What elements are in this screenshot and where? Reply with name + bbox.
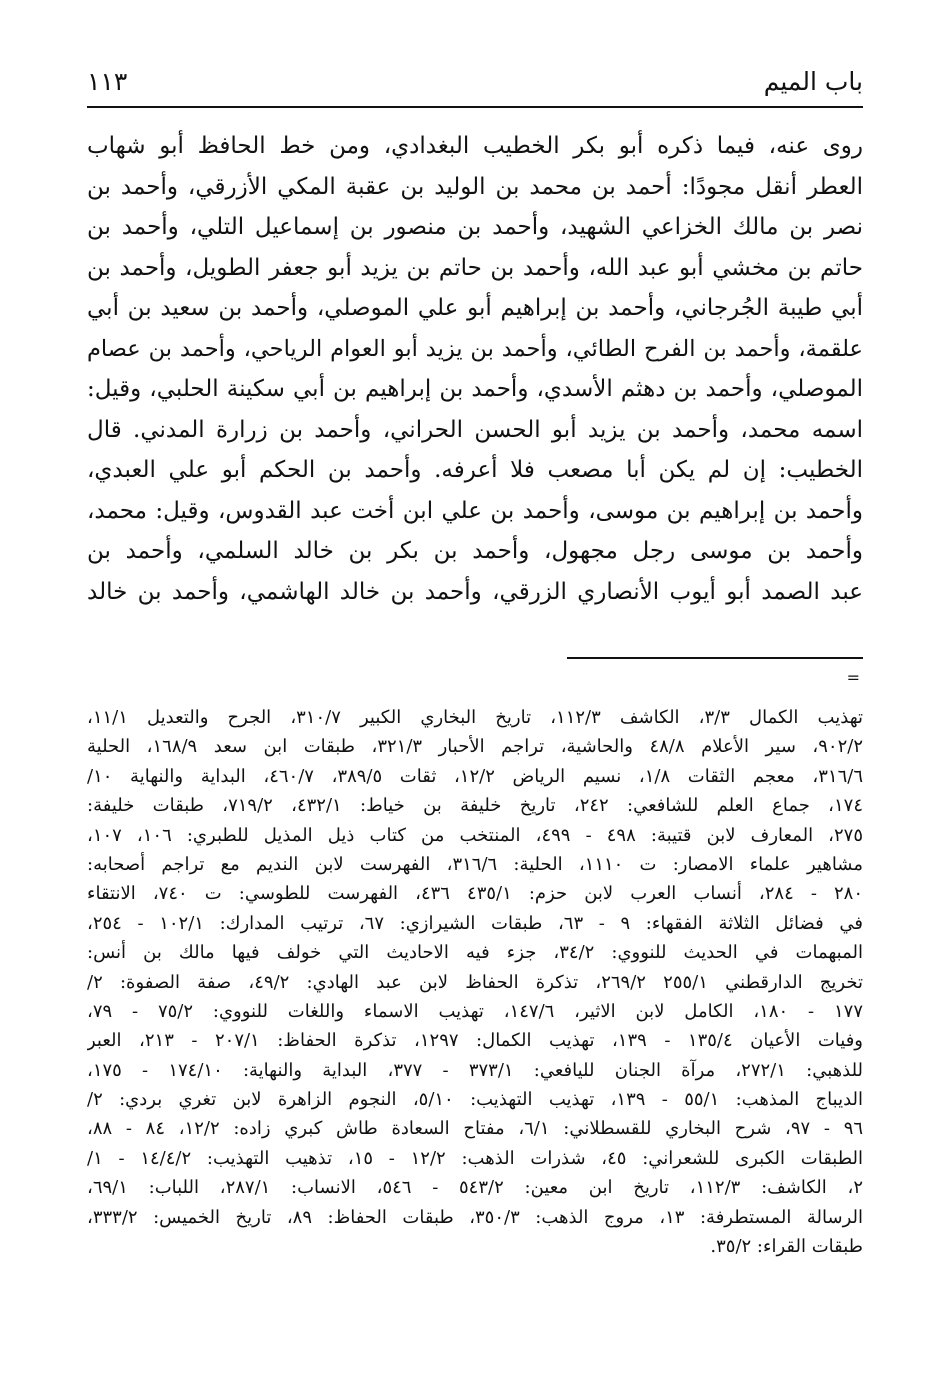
footnote-line: ٣١٦/٦، معجم الثقات ١/٨، نسيم الرياض ١٢/٢، ثقات ٣٨٩/٥، ٤٦٠/٧، البداية والنهاية ١٠/: [87, 765, 863, 787]
footnote-line: ١٧٧ - ١٨٠، الكامل لابن الاثير، ١٤٧/٦، تهذيب الاسماء واللغات للنووي: ٧٥/٢ - ٧٩،: [87, 1000, 863, 1022]
text-line: وأحمد بن إبراهيم بن موسى، وأحمد بن علي ابن أخت عبد القدوس، وقيل: محمد،: [87, 497, 863, 524]
header-rule: [87, 106, 863, 108]
footnote-line: الرسالة المستطرفة: ١٣، مروج الذهب: ٣٥٠/٣، طبقات الحفاظ: ٨٩، تاريخ الخميس: ٣٣٣/٢،: [87, 1206, 863, 1228]
footnote-line: الديباج المذهب: ٥٥/١ - ١٣٩، تهذيب التهذيب: ٥/١٠، النجوم الزاهرة لابن تغري بردي: ٢/: [87, 1089, 863, 1111]
text-line: الخطيب: إن لم يكن أبا مصعب فلا أعرفه. وأحمد بن الحكم أبو علي العبدي،: [87, 457, 863, 483]
footnotes: [87, 703, 863, 1261]
footnote-line: مشاهير علماء الامصار: ت ١١١٠، الحلية: ٣١٦/٦، الفهرست لابن النديم مع تراجم أصحابه:: [87, 853, 863, 875]
text-line: العطر أنقل مجودًا: أحمد بن محمد بن الوليد بن عقبة المكي الأزرقي، وأحمد بن: [87, 173, 863, 200]
footnote-line: وفيات الأعيان ١٣٥/٤ - ١٣٩، تهذيب الكمال: ١٢٩٧، تذكرة الحفاظ: ٢٠٧/١ - ٢١٣، العبر: [87, 1030, 863, 1052]
text-line: عبد الصمد أبو أيوب الأنصاري الزرقي، وأحمد بن خالد الهاشمي، وأحمد بن خالد: [87, 578, 863, 605]
main-text: [87, 126, 863, 612]
footnote-continuation-marker: =: [846, 668, 860, 687]
text-line: الموصلي، وأحمد بن دهثم الأسدي، وأحمد بن إبراهيم بن أبي سكينة الحلبي، وقيل:: [87, 376, 863, 402]
footnote-line: في فضائل الثلاثة الفقهاء: ٩ - ٦٣، طبقات الشيرازي: ٦٧، ترتيب المدارك: ١٠٢/١ - ٢٥٤،: [87, 912, 863, 934]
footnote-line: الطبقات الكبرى للشعراني: ٤٥، شذرات الذهب: ١٢/٢ - ١٥، تذهيب التهذيب: ١٤/٤/٢ - ١/: [87, 1147, 863, 1169]
footnote-line: للذهبي: ٢٧٢/١، مرآة الجنان لليافعي: ٣٧٣/١ - ٣٧٧، البداية والنهاية: ١٧٤/١٠ - ١٧٥،: [87, 1059, 863, 1081]
footnote-line: المبهمات في الحديث للنووي: ٣٤/٢، جزء فيه الاحاديث التي خولف فيها مالك بن أنس:: [87, 942, 863, 964]
text-line: روى عنه، فيما ذكره أبو بكر الخطيب البغدادي، ومن خط الحافظ أبو شهاب: [87, 133, 863, 159]
footnote-line: طبقات القراء: ٣٥/٢.: [710, 1236, 863, 1258]
footnote-line: ٩٠٢/٢، سير الأعلام ٤٨/٨ والحاشية، تراجم الأحبار ٣٢١/٣، طبقات ابن سعد ١٦٨/٩، الحلية: [87, 736, 863, 758]
footnote-line: ٢٧٥، المعارف لابن قتيبة: ٤٩٨ - ٤٩٩، المنتخب من كتاب ذيل المذيل للطبري: ١٠٦، ١٠٧،: [87, 824, 863, 846]
footnote-line: تهذيب الكمال ٣/٣، الكاشف ١١٢/٣، تاريخ البخاري الكبير ٣١٠/٧، الجرح والتعديل ١١/١،: [87, 707, 863, 728]
footnote-line: تخريج الدارقطني ٢٥٥/١ ٢٦٩/٢، تذكرة الحفاظ لابن عبد الهادي: ٤٩/٢، صفة الصفوة: ٢/: [87, 971, 863, 993]
page-number: ١١٣: [87, 66, 128, 96]
chapter-title: باب الميم: [763, 66, 863, 96]
footnote-separator: [567, 657, 863, 659]
footnote-line: ٢٨٠ - ٢٨٤، أنساب العرب لابن حزم: ٤٣٥/١ ٤٣٦، الفهرست للطوسي: ت ٧٤٠، الانتقاء: [87, 883, 863, 905]
footnote-line: ٩٦ - ٩٧، شرح البخاري للقسطلاني: ٦/١، مفتاح السعادة طاش كبري زاده: ١٢/٢، ٨٤ - ٨٨،: [87, 1118, 863, 1140]
text-line: أبي طيبة الجُرجاني، وأحمد بن إبراهيم أبو علي الموصلي، وأحمد بن سعيد بن أبي: [87, 295, 863, 321]
text-line: وأحمد بن موسى رجل مجهول، وأحمد بن بكر بن خالد السلمي، وأحمد بن: [87, 538, 863, 564]
text-line: نصر بن مالك الخزاعي الشهيد، وأحمد بن منصور بن إسماعيل التلي، وأحمد بن: [87, 214, 863, 240]
running-header: [87, 62, 863, 100]
text-line: حاتم بن مخشي أبو عبد الله، وأحمد بن حاتم بن يزيد أبو جعفر الطويل، وأحمد بن: [87, 254, 863, 281]
footnote-line: ١٧٤، جماع العلم للشافعي: ٢٤٢، تاريخ خليفة بن خياط: ٤٣٢/١، ٧١٩/٢، طبقات خليفة:: [87, 795, 863, 817]
text-line: علقمة، وأحمد بن الفرح الطائي، وأحمد بن يزيد أبو العوام الرياحي، وأحمد بن عصام: [87, 335, 863, 362]
footnote-line: ٢، الكاشف: ١١٢/٣، تاريخ ابن معين: ٥٤٣/٢ - ٥٤٦، الانساب: ٢٨٧/١، اللباب: ٦٩/١،: [87, 1177, 863, 1199]
text-line: اسمه محمد، وأحمد بن يزيد أبو الحسن الحراني، وأحمد بن زرارة المدني. قال: [87, 416, 863, 443]
